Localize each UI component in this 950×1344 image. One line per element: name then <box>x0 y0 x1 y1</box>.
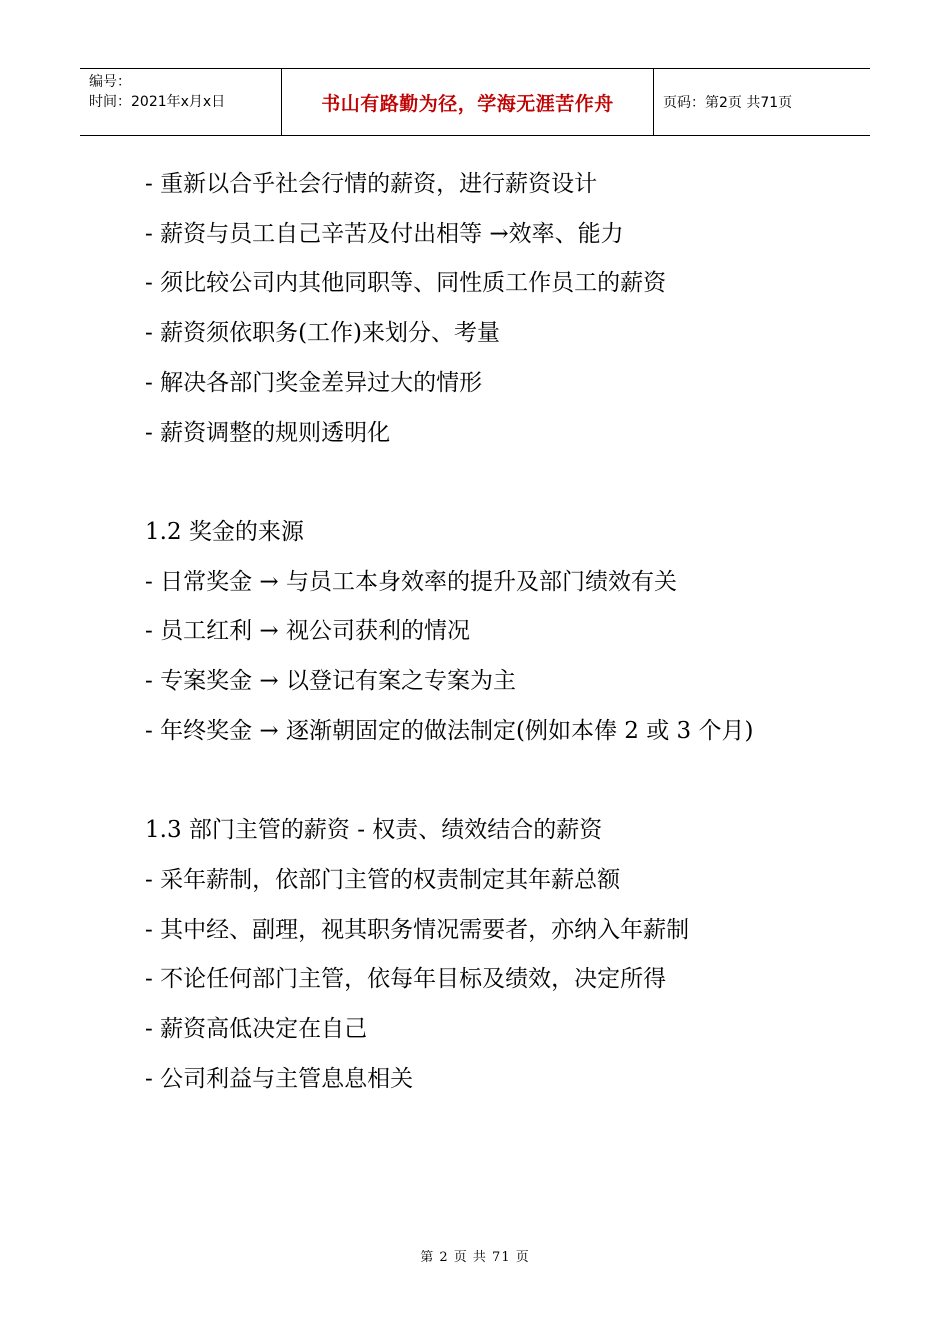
body-line: - 专案奖金 → 以登记有案之专案为主 <box>145 668 516 695</box>
body-line: - 须比较公司内其他同职等、同性质工作员工的薪资 <box>145 270 667 297</box>
body-line: - 薪资须依职务(工作)来划分、考量 <box>145 320 501 347</box>
body-line: - 员工红利 → 视公司获利的情况 <box>145 618 470 645</box>
body-line: - 其中经、副理，视其职务情况需要者，亦纳入年薪制 <box>145 916 690 943</box>
body-line: - 日常奖金 → 与员工本身效率的提升及部门绩效有关 <box>145 568 677 595</box>
body-line: - 公司利益与主管息息相关 <box>145 1065 414 1092</box>
blank-line <box>145 756 825 806</box>
body-line: - 年终奖金 → 逐渐朝固定的做法制定(例如本俸 2 或 3 个月) <box>145 717 754 744</box>
body-line: - 采年薪制，依部门主管的权责制定其年薪总额 <box>145 866 621 893</box>
body-line: - 解决各部门奖金差异过大的情形 <box>145 369 483 396</box>
body-line: - 薪资与员工自己辛苦及付出相等 →效率、能力 <box>145 220 624 247</box>
page-header <box>80 68 870 136</box>
page-footer: 第 2 页 共 71 页 <box>420 1250 530 1265</box>
body-line: - 不论任何部门主管，依每年目标及绩效，决定所得 <box>145 966 667 993</box>
header-page-info: 页码：第2页 共71页 <box>663 95 793 111</box>
document-body <box>145 160 825 1104</box>
blank-line <box>145 458 825 508</box>
section-heading: 1.3 部门主管的薪资 - 权责、绩效结合的薪资 <box>145 817 603 844</box>
header-time: 时间：2021年x月x日 <box>89 94 226 110</box>
header-number: 编号： <box>89 74 131 90</box>
header-motto: 书山有路勤为径，学海无涯苦作舟 <box>282 69 654 135</box>
body-line: - 薪资高低决定在自己 <box>145 1015 368 1042</box>
header-meta <box>80 69 282 135</box>
body-line: - 薪资调整的规则透明化 <box>145 419 391 446</box>
body-line: - 重新以合乎社会行情的薪资，进行薪资设计 <box>145 171 598 197</box>
section-heading: 1.2 奖金的来源 <box>145 518 304 545</box>
